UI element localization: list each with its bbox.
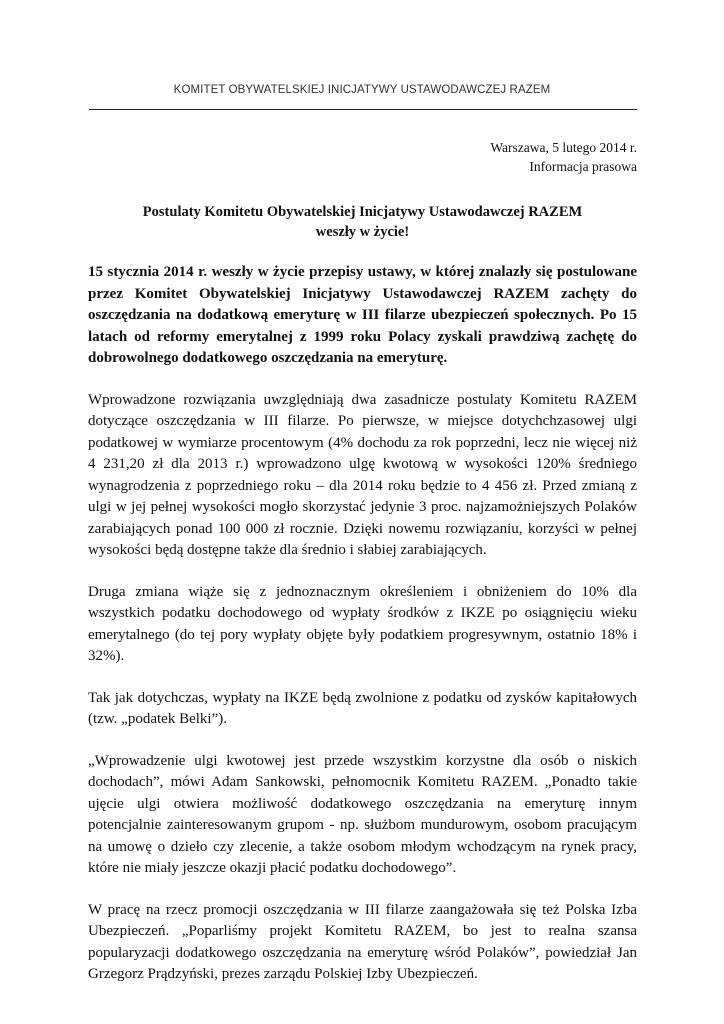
title-line-1: Postulaty Komitetu Obywatelskiej Inicjatywy Ustawodawczej RAZEM <box>142 204 583 220</box>
place-date: Warszawa, 5 lutego 2014 r. <box>490 140 637 155</box>
paragraph-quote-pradzynski: W pracę na rzecz promocji oszczędzania w III filarze zaangażowała się też Polska Izba Ubezpieczeń. „Poparliśmy projekt Komitetu RAZEM, bo jest to realna szansa popularyzacji dodatkowego oszczędzania na emeryturę wśród Polaków”, powiedział Jan Grzegorz Prądzyński, prezes zarządu Polskiej Izby Ubezpieczeń. <box>88 901 637 982</box>
paragraph-quote-sankowski: „Wprowadzenie ulgi kwotowej jest przede wszystkim korzystne dla osób o niskich dochodach”, mówi Adam Sankowski, pełnomocnik Komitetu RAZEM. „Ponadto takie ujęcie ulgi otwiera możliwość dodatkowego oszczędzania na emeryturę innym potencjalnie zainteresowanym grupom - np. służbom mundurowym, osobom pracującym na umowę o dzieło czy zlecenie, a także osobom młodym wchodzącym na rynek pracy, które nie miały jeszcze okazji płacić podatku dochodowego”. <box>88 752 637 876</box>
paragraph-tax-rate-change: Druga zmiana wiąże się z jednoznacznym określeniem i obniżeniem do 10% dla wszystkich podatku dochodowego od wypłaty środków z IKZE po osiągnięciu wieku emerytalnego (do tej pory wypłaty objęte były podatkiem progresywnym, ostatnio 18% i 32%). <box>88 583 637 664</box>
title-line-2: weszły w życie! <box>315 224 410 240</box>
paragraph-capital-gains: Tak jak dotychczas, wypłaty na IKZE będą zwolnione z podatku od zysków kapitałowych (tzw. „podatek Belki”). <box>88 689 637 727</box>
document-type: Informacja prasowa <box>529 159 637 174</box>
page-title <box>88 202 637 242</box>
organization-header: KOMITET OBYWATELSKIEJ INICJATYWY USTAWODAWCZEJ RAZEM <box>173 84 551 96</box>
paragraph-tax-relief: Wprowadzone rozwiązania uwzględniają dwa zasadnicze postulaty Komitetu RAZEM dotyczące oszczędzania w III filarze. Po pierwsze, w miejsce dotychchzasowej ulgi podatkowej w wymiarze procentowym (4% dochodu za rok poprzedni, lecz nie więcej niż 4 231,20 zł dla 2013 r.) wprowadzono ulgę kwotową w wysokości 120% średniego wynagrodzenia z poprzedniego roku – dla 2014 roku będzie to 4 456 zł. Przed zmianą z ulgi w jej pełnej wysokości mogło skorzystać jedynie 3 proc. najzamożniejszych Polaków zarabiających ponad 100 000 zł rocznie. Dzięki nowemu rozwiązaniu, korzyści w pełnej wysokości będą dostępne także dla średnio i słabiej zarabiających. <box>88 391 637 558</box>
press-release-body <box>88 138 637 986</box>
header-divider <box>89 109 637 110</box>
document-meta <box>88 138 637 176</box>
lead-paragraph: 15 stycznia 2014 r. weszły w życie przepisy ustawy, w której znalazły się postulowane przez Komitet Obywatelskiej Inicjatywy Ustawodawczej RAZEM zachęty do oszczędzania na dodatkową emeryturę w III filarze ubezpieczeń społecznych. Po 15 latach od reformy emerytalnej z 1999 roku Polacy zyskali prawdziwą zachętę do dobrowolnego dodatkowego oszczędzania na emeryturę. <box>88 264 637 366</box>
